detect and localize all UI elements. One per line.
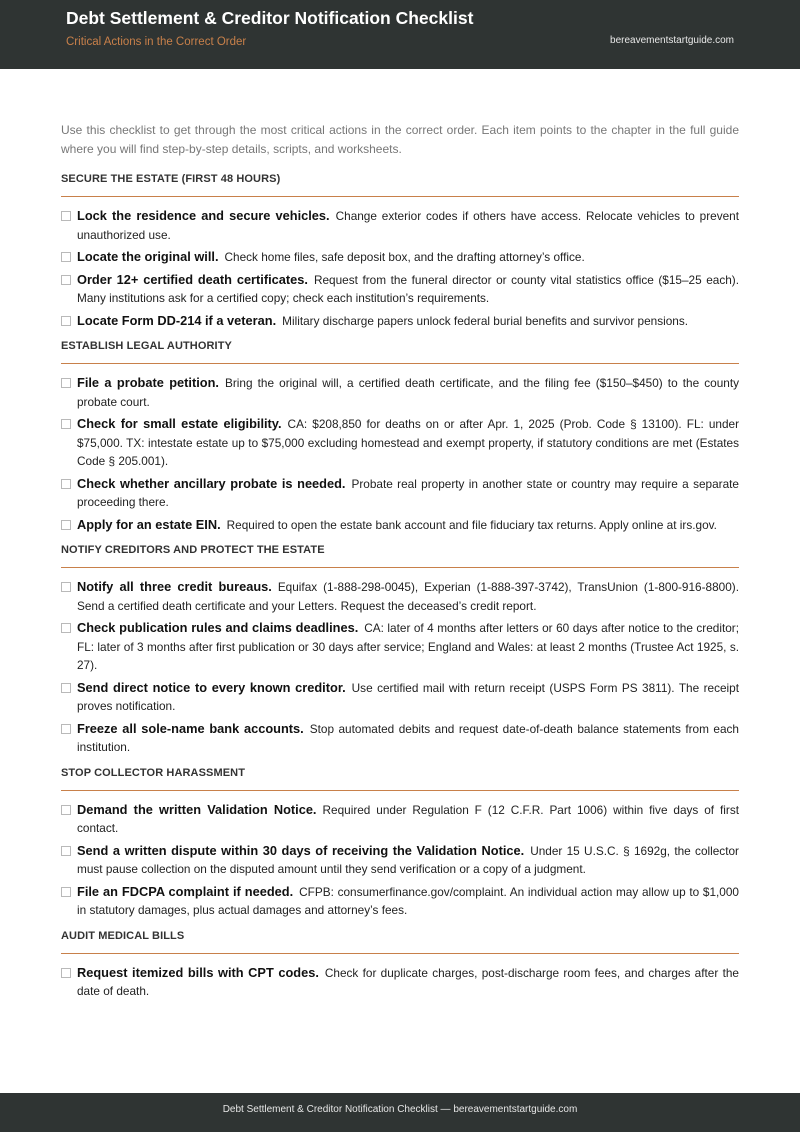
checklist-item <box>61 516 739 535</box>
checklist-item <box>61 312 739 331</box>
checkbox[interactable] <box>61 805 71 815</box>
checklist-section <box>61 173 739 330</box>
checklist-section <box>61 767 739 920</box>
item-title: Request itemized bills with CPT codes. <box>77 964 319 980</box>
checklist-item <box>61 679 739 716</box>
item-title: Check whether ancillary probate is needed. <box>77 475 346 491</box>
checklist-item <box>61 374 739 411</box>
checkbox[interactable] <box>61 211 71 221</box>
document-subtitle: Critical Actions in the Correct Order <box>66 36 247 48</box>
checklist-section <box>61 544 739 757</box>
item-description: CA: $208,850 for deaths on or after Apr. 1, 2025 (Prob. Code § 13100). FL: under $75,000. TX: intestate estate up to $75,000 excluding homestead and exempt property, if statutory conditions are met (Estates Code § 205.001). <box>77 417 739 468</box>
checkbox[interactable] <box>61 419 71 429</box>
checklist-item <box>61 801 739 838</box>
checkbox[interactable] <box>61 582 71 592</box>
item-description: Under 15 U.S.C. § 1692g, the collector must pause collection on the disputed amount until they send verification or a copy of a judgment. <box>77 843 739 876</box>
item-title: Order 12+ certified death certificates. <box>77 271 308 287</box>
checklist-item <box>61 619 739 675</box>
checklist-item <box>61 271 739 308</box>
checklist-content <box>61 121 739 1011</box>
item-description: Change exterior codes if others have access. Relocate vehicles to prevent unauthorized use. <box>77 209 739 242</box>
item-description: Probate real property in another state or country may require a separate proceeding there. <box>77 476 739 509</box>
page-header <box>0 0 800 69</box>
checkbox[interactable] <box>61 846 71 856</box>
item-title: Freeze all sole-name bank accounts. <box>77 720 304 736</box>
checklist-item <box>61 207 739 244</box>
item-description: CFPB: consumerfinance.gov/complaint. An individual action may allow up to $1,000 in statutory damages, plus actual damages and attorney’s fees. <box>77 884 739 917</box>
checklist-item <box>61 475 739 512</box>
checkbox[interactable] <box>61 968 71 978</box>
item-description: Stop automated debits and request date-of-death balance statements from each institution. <box>77 721 739 754</box>
item-description: Use certified mail with return receipt (USPS Form PS 3811). The receipt proves notification. <box>77 680 739 713</box>
item-title: Locate the original will. <box>77 249 219 264</box>
item-title: Locate Form DD-214 if a veteran. <box>77 312 277 328</box>
item-description: Bring the original will, a certified death certificate, and the filing fee ($150–$450) to the county probate court. <box>77 376 739 409</box>
checklist-item <box>61 578 739 615</box>
checklist-item <box>61 842 739 879</box>
section-heading: SECURE THE ESTATE (FIRST 48 HOURS) <box>61 173 739 197</box>
item-title: File a probate petition. <box>77 375 219 390</box>
checkbox[interactable] <box>61 378 71 388</box>
item-title: Check for small estate eligibility. <box>77 416 282 431</box>
item-description: Equifax (1-888-298-0045), Experian (1-888-397-3742), TransUnion (1-800-916-8800). Send a certified death certificate and your Letters. Request the deceased’s credit report. <box>77 580 739 613</box>
item-description: Required under Regulation F (12 C.F.R. Part 1006) within five days of first contact. <box>77 802 739 835</box>
checkbox[interactable] <box>61 887 71 897</box>
checklist-item <box>61 720 739 757</box>
item-description: Request from the funeral director or county vital statistics office ($15–25 each). Many institutions ask for a certified copy; check each institution’s requirements. <box>77 272 739 305</box>
checkbox[interactable] <box>61 520 71 530</box>
item-title: Lock the residence and secure vehicles. <box>77 208 330 223</box>
item-title: Demand the written Validation Notice. <box>77 801 317 817</box>
checkbox[interactable] <box>61 724 71 734</box>
checklist-section <box>61 340 739 534</box>
checkbox[interactable] <box>61 252 71 262</box>
item-title: Send direct notice to every known creditor. <box>77 679 346 695</box>
page-footer <box>0 1093 800 1132</box>
site-url: bereavementstartguide.com <box>610 35 734 46</box>
checkbox[interactable] <box>61 479 71 489</box>
section-heading: AUDIT MEDICAL BILLS <box>61 930 739 954</box>
item-description: CA: later of 4 months after letters or 60 days after notice to the creditor; FL: later of 3 months after first publication or 30 days after service; England and Wales: at least 2 months (Trustee Act 1925, s. 27). <box>77 621 740 672</box>
checkbox[interactable] <box>61 683 71 693</box>
section-heading: STOP COLLECTOR HARASSMENT <box>61 767 739 791</box>
checklist-item <box>61 964 739 1001</box>
checklist-item <box>61 248 739 267</box>
intro-paragraph: Use this checklist to get through the most critical actions in the correct order. Each item points to the chapter in the full guide where you will find step-by-step details, scripts, and worksheets. <box>61 123 739 156</box>
item-title: File an FDCPA complaint if needed. <box>77 883 294 899</box>
checklist-item <box>61 415 739 471</box>
checkbox[interactable] <box>61 275 71 285</box>
item-description: Required to open the estate bank account and file fiduciary tax returns. Apply online at irs.gov. <box>226 517 717 532</box>
item-description: Military discharge papers unlock federal burial benefits and survivor pensions. <box>282 313 689 328</box>
document-title: Debt Settlement & Creditor Notification Checklist <box>66 8 474 28</box>
checkbox[interactable] <box>61 316 71 326</box>
section-heading: ESTABLISH LEGAL AUTHORITY <box>61 340 739 364</box>
checklist-section <box>61 930 739 1001</box>
item-title: Apply for an estate EIN. <box>77 516 221 532</box>
checklist-item <box>61 883 739 920</box>
item-title: Check publication rules and claims deadlines. <box>77 620 359 635</box>
checkbox[interactable] <box>61 623 71 633</box>
item-title: Notify all three credit bureaus. <box>77 579 272 594</box>
item-description: Check for duplicate charges, post-discharge room fees, and charges after the date of death. <box>77 965 739 998</box>
item-title: Send a written dispute within 30 days of receiving the Validation Notice. <box>77 842 525 858</box>
item-description: Check home files, safe deposit box, and the drafting attorney’s office. <box>224 250 585 264</box>
checklist-sections <box>61 173 739 1001</box>
section-heading: NOTIFY CREDITORS AND PROTECT THE ESTATE <box>61 544 739 568</box>
footer-text: Debt Settlement & Creditor Notification Checklist — bereavementstartguide.com <box>222 1104 578 1115</box>
